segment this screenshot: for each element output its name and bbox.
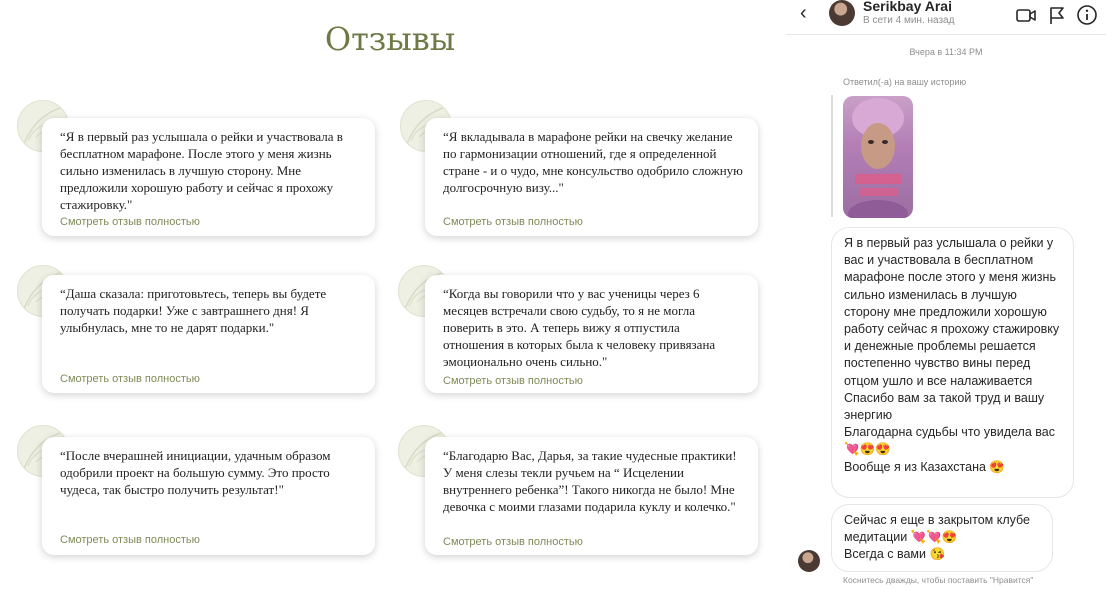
review-text: “Даша сказала: приготовьтесь, теперь вы будете получать подарки! Уже с завтрашнего дня! Я улыбнулась, мне то не дарят подарки." [60,286,327,335]
story-reply-note: Ответил(-а) на вашу историю [843,77,967,87]
chevron-left-icon[interactable]: ‹ [800,2,807,24]
review-card [425,275,758,393]
contact-name[interactable]: Serikbay Arai [863,0,952,14]
avatar[interactable] [829,0,855,26]
read-more-link[interactable]: Смотреть отзыв полностью [443,536,583,548]
message-line: Благодарна судьбы что увидела вас 💘😍😍 [844,425,1055,457]
sender-avatar[interactable] [798,550,820,572]
message-line: Спасибо вам за такой труд и вашу энергию [844,390,1045,423]
read-more-link[interactable]: Смотреть отзыв полностью [443,375,583,387]
review-card [425,437,758,555]
story-thumbnail[interactable] [843,96,913,218]
contact-status: В сети 4 мин. назад [863,15,955,26]
review-card [425,118,758,236]
video-call-icon[interactable] [1015,4,1037,26]
read-more-link[interactable]: Смотреть отзыв полностью [60,373,200,385]
read-more-link[interactable]: Смотреть отзыв полностью [60,216,200,228]
review-text: “Благодарю Вас, Дарья, за такие чудесные практики! У меня слезы текли ручьем на “ Исцелении внутреннего ребенка”! Такого никогда не было! Мне девочка с моими глазами подарила куклу и колечко." [443,448,737,514]
read-more-link[interactable]: Смотреть отзыв полностью [60,534,200,546]
review-text: “После вчерашней инициации, удачным образом одобрили проект на большую сумму. Это просто чудеса, так быстро получить результат!" [60,448,331,497]
info-icon[interactable] [1076,4,1098,26]
message-line: Я в первый раз услышала о рейки у вас и участвовала в бесплатном марафоне после этого у меня жизнь сильно изменилась в лучшую сторону мне предложили хорошую работу сейчас я прохожу стажировку и денежные проблемы решается постепенно чувство вины перед отцом ушло и все налаживается [844,236,1060,388]
review-card [42,118,375,236]
story-reply-divider [831,95,833,217]
review-text: “Когда вы говорили что у вас ученицы через 6 месяцев встречали свою судьбу, то я не могла поверить в это. А теперь вижу я отпустила отношения в которых была к человеку привязана эмоционально очень сильно." [443,286,716,369]
chat-panel [786,0,1106,590]
review-card [42,275,375,393]
read-more-link[interactable]: Смотреть отзыв полностью [443,216,583,228]
message-timestamp: Вчера в 11:34 PM [909,47,983,57]
message-line: Сейчас я еще в закрытом клубе медитации 💘💘😍 [844,513,1030,545]
review-text: “Я в первый раз услышала о рейки и участвовала в бесплатном марафоне. После этого у меня жизнь сильно изменилась в лучшую сторону. Мне предложили хорошую работу и сейчас я прохожу стажировку." [60,129,343,212]
message-bubble[interactable] [831,504,1053,572]
review-card [42,437,375,555]
page-title: Отзывы [324,20,456,58]
message-line: Всегда с вами 😘 [844,547,946,562]
message-line: Вообще я из Казахстана 😍 [844,459,1005,474]
review-text: “Я вкладывала в марафоне рейки на свечку желание по гармонизации отношений, где я определенной стране - и о чудо, мне консульство одобрило сложную долгосрочную визу..." [443,129,743,195]
message-bubble[interactable] [831,227,1074,498]
chat-header [786,0,1106,35]
flag-icon[interactable] [1046,4,1068,26]
double-tap-like-hint: Коснитесь дважды, чтобы поставить "Нравится" [843,575,1034,585]
